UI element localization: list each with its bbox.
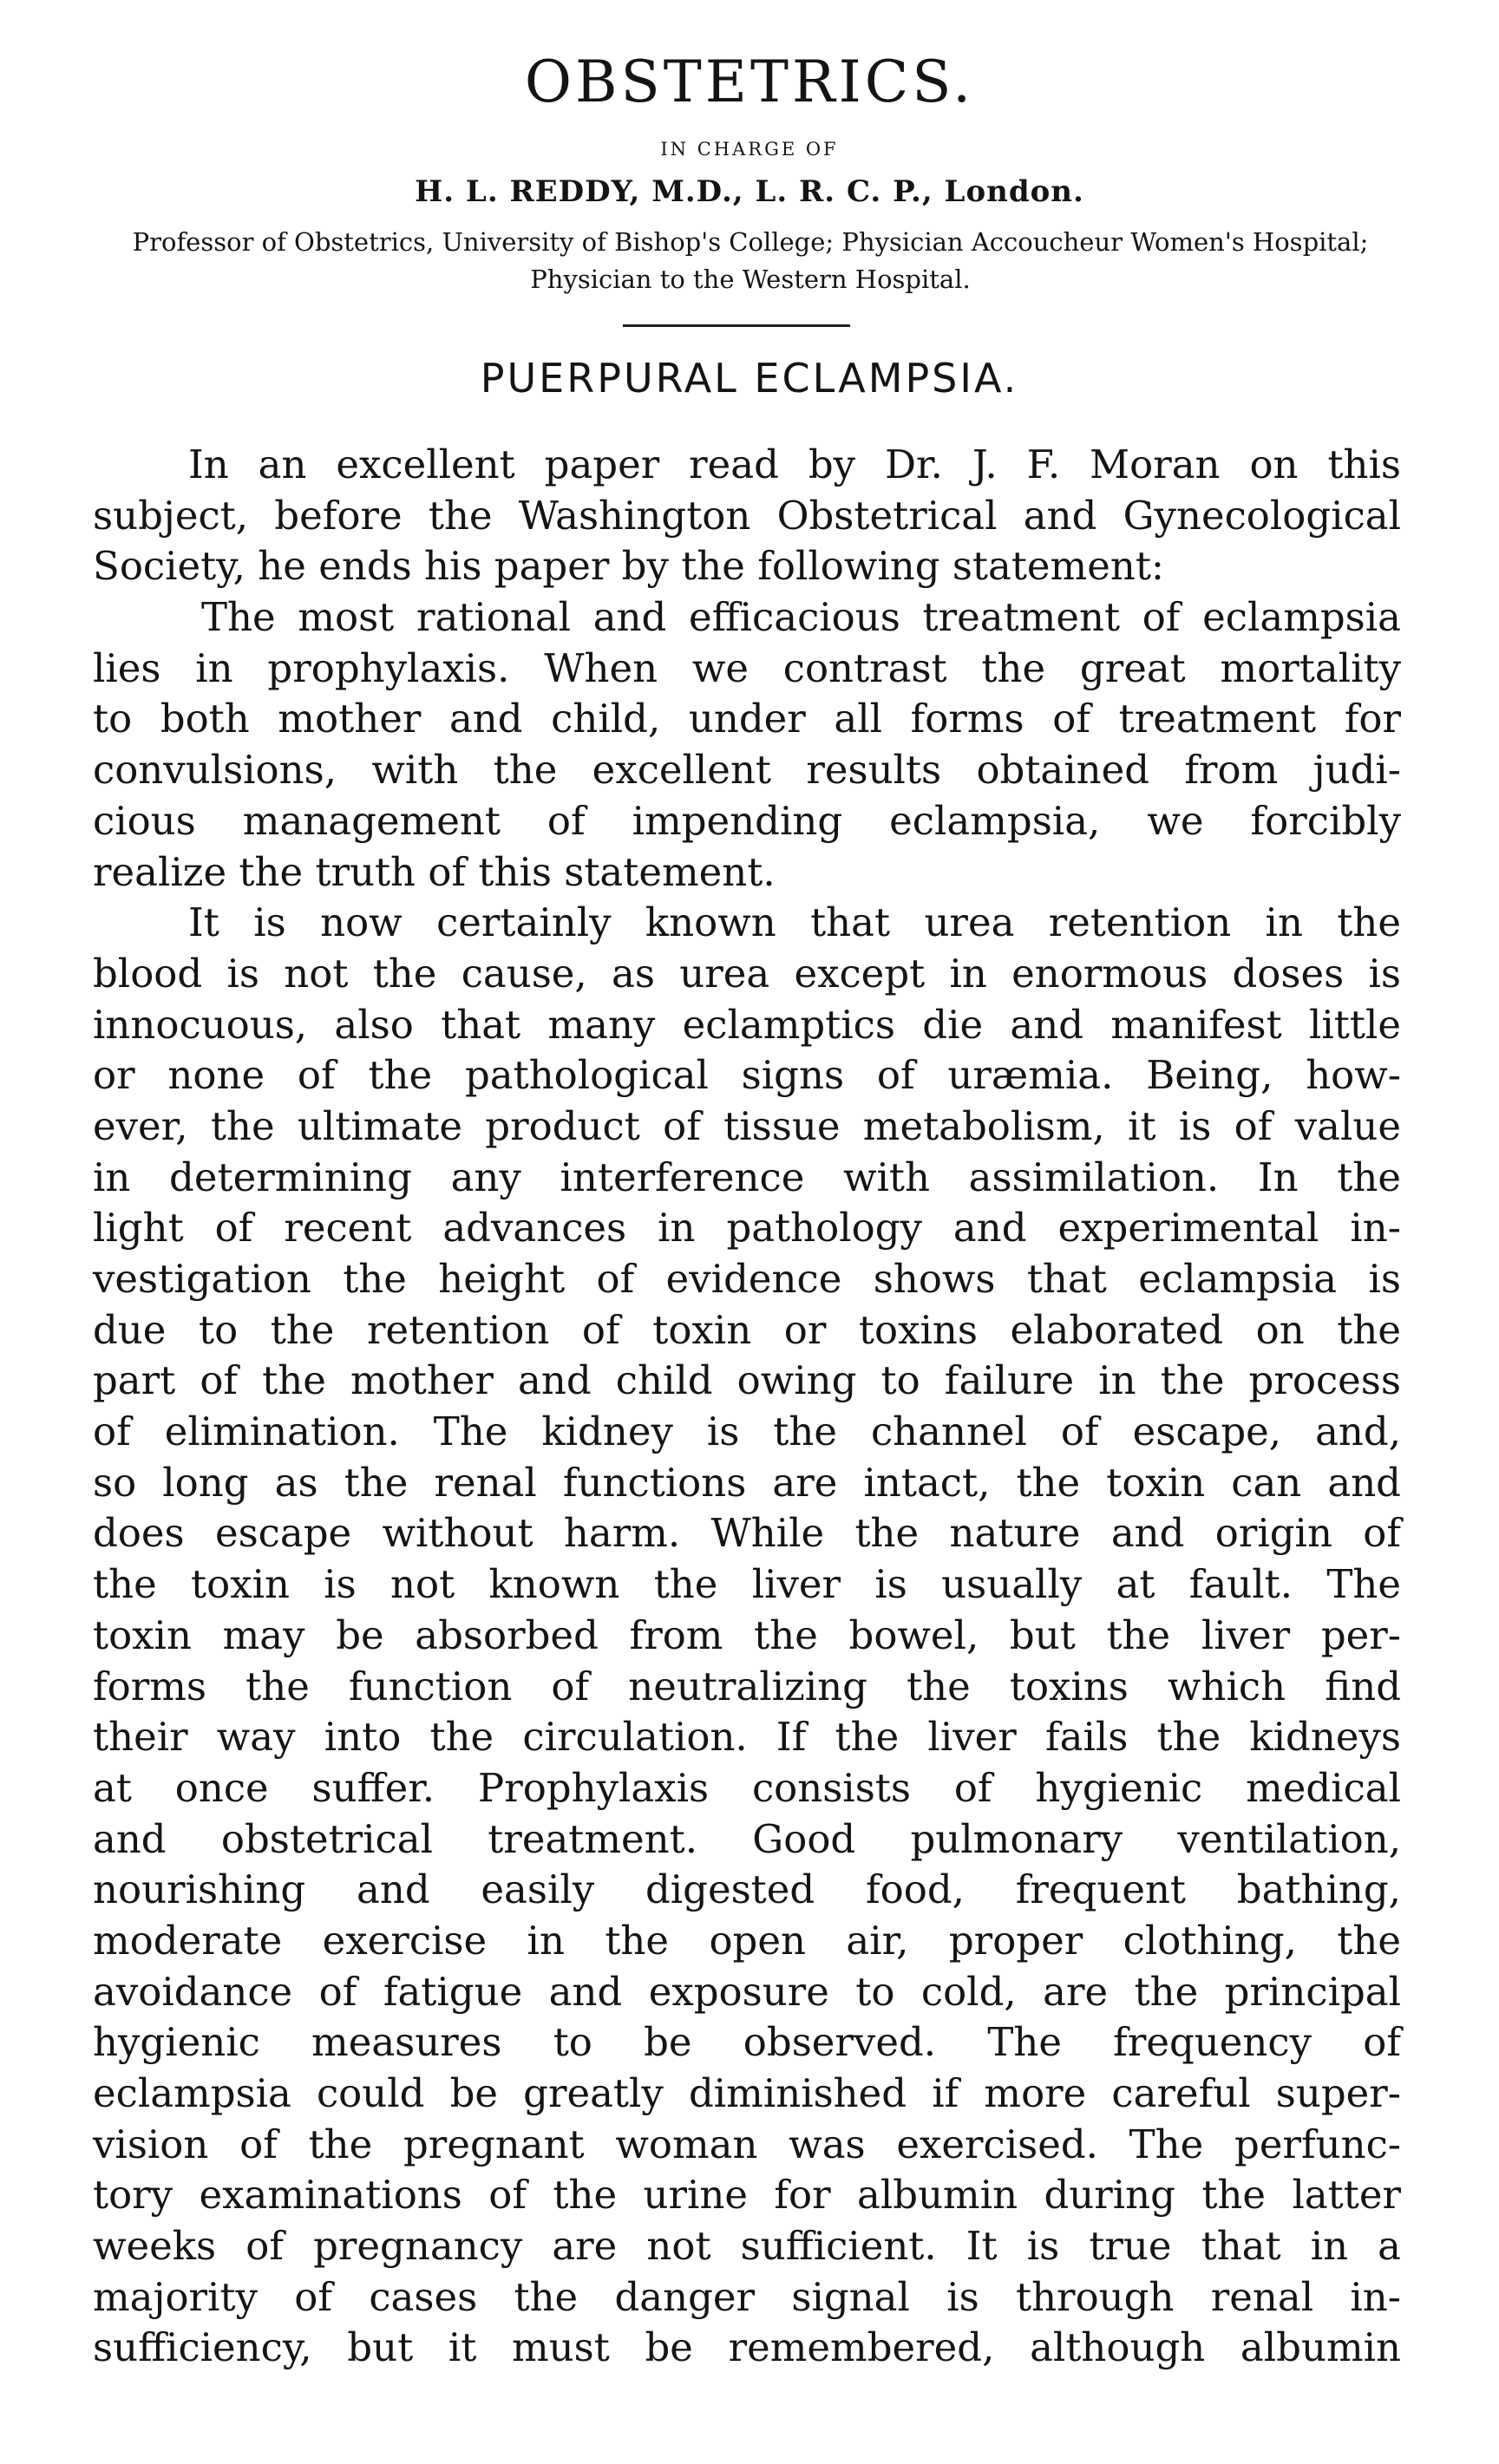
text-line: vestigation the height of evidence shows that eclampsia is [93,1256,1401,1302]
text-line: so long as the renal functions are intact, the toxin can and [93,1459,1401,1506]
article-title: PUERPURAL ECLAMPSIA. [480,355,1019,402]
text-line: cious management of impending eclampsia, we forcibly [93,797,1401,844]
text-line: their way into the circulation. If the liver fails the kidneys [93,1714,1401,1761]
text-line: tory examinations of the urine for albumin during the latter [93,2172,1401,2219]
text-line: eclampsia could be greatly diminished if more careful super- [93,2070,1401,2116]
article-body [93,440,1401,2374]
text-line: forms the function of neutralizing the toxins which find [93,1663,1401,1709]
text-line: Society, he ends his paper by the following statement: [93,543,1165,590]
section-title: OBSTETRICS. [524,49,975,115]
text-line: ever, the ultimate product of tissue metabolism, it is of value [93,1102,1401,1149]
text-line: realize the truth of this statement. [93,848,776,895]
text-line: weeks of pregnancy are not sufficient. It is true that in a [93,2223,1401,2270]
text-line: avoidance of fatigue and exposure to cold, are the principal [93,1968,1401,2015]
text-line: due to the retention of toxin or toxins elaborated on the [93,1306,1401,1353]
text-line: nourishing and easily digested food, frequent bathing, [93,1866,1401,1913]
in-charge-label: IN CHARGE OF [660,139,839,160]
text-line: and obstetrical treatment. Good pulmonary ventilation, [93,1815,1401,1862]
text-line: innocuous, also that many eclamptics die and manifest little [93,1001,1401,1048]
text-line: majority of cases the danger signal is through renal in- [93,2273,1401,2320]
text-line: to both mother and child, under all forms of treatment for [93,696,1401,742]
text-line: light of recent advances in pathology and experimental in- [93,1205,1401,1252]
author-affiliation: Professor of Obstetrics, University of Bishop's College; Physician Accoucheur Women's Hospital; Physician to the Western Hospital. [132,227,1369,294]
text-line: In an excellent paper read by Dr. J. F. Moran on this [188,441,1401,487]
text-line: sufficiency, but it must be remembered, although albumin [93,2324,1401,2371]
text-line: subject, before the Washington Obstetrical and Gynecological [93,492,1401,539]
text-line: The most rational and efficacious treatment of eclampsia [201,594,1401,641]
text-line: hygienic measures to be observed. The frequency of [93,2019,1401,2066]
text-line: the toxin is not known the liver is usually at fault. The [93,1561,1401,1608]
text-line: convulsions, with the excellent results obtained from judi- [93,747,1401,794]
text-line: does escape without harm. While the nature and origin of [93,1510,1401,1557]
text-line: moderate exercise in the open air, proper clothing, the [93,1917,1401,1964]
text-line: at once suffer. Prophylaxis consists of hygienic medical [93,1764,1401,1811]
text-line: lies in prophylaxis. When we contrast the great mortality [93,644,1401,691]
text-line: toxin may be absorbed from the bowel, but the liver per- [93,1611,1401,1658]
text-line: or none of the pathological signs of uræmia. Being, how- [93,1052,1401,1099]
text-line: blood is not the cause, as urea except in enormous doses is [93,950,1401,997]
text-line: It is now certainly known that urea retention in the [188,899,1401,946]
text-line: part of the mother and child owing to failure in the process [93,1357,1401,1404]
author-credit: H. L. REDDY, M.D., L. R. C. P., London. [415,174,1084,209]
title-divider [623,324,850,327]
text-line: vision of the pregnant woman was exercised. The perfunc- [93,2121,1401,2167]
text-line: in determining any interference with assimilation. In the [93,1154,1401,1200]
text-line: of elimination. The kidney is the channel of escape, and, [93,1408,1401,1455]
